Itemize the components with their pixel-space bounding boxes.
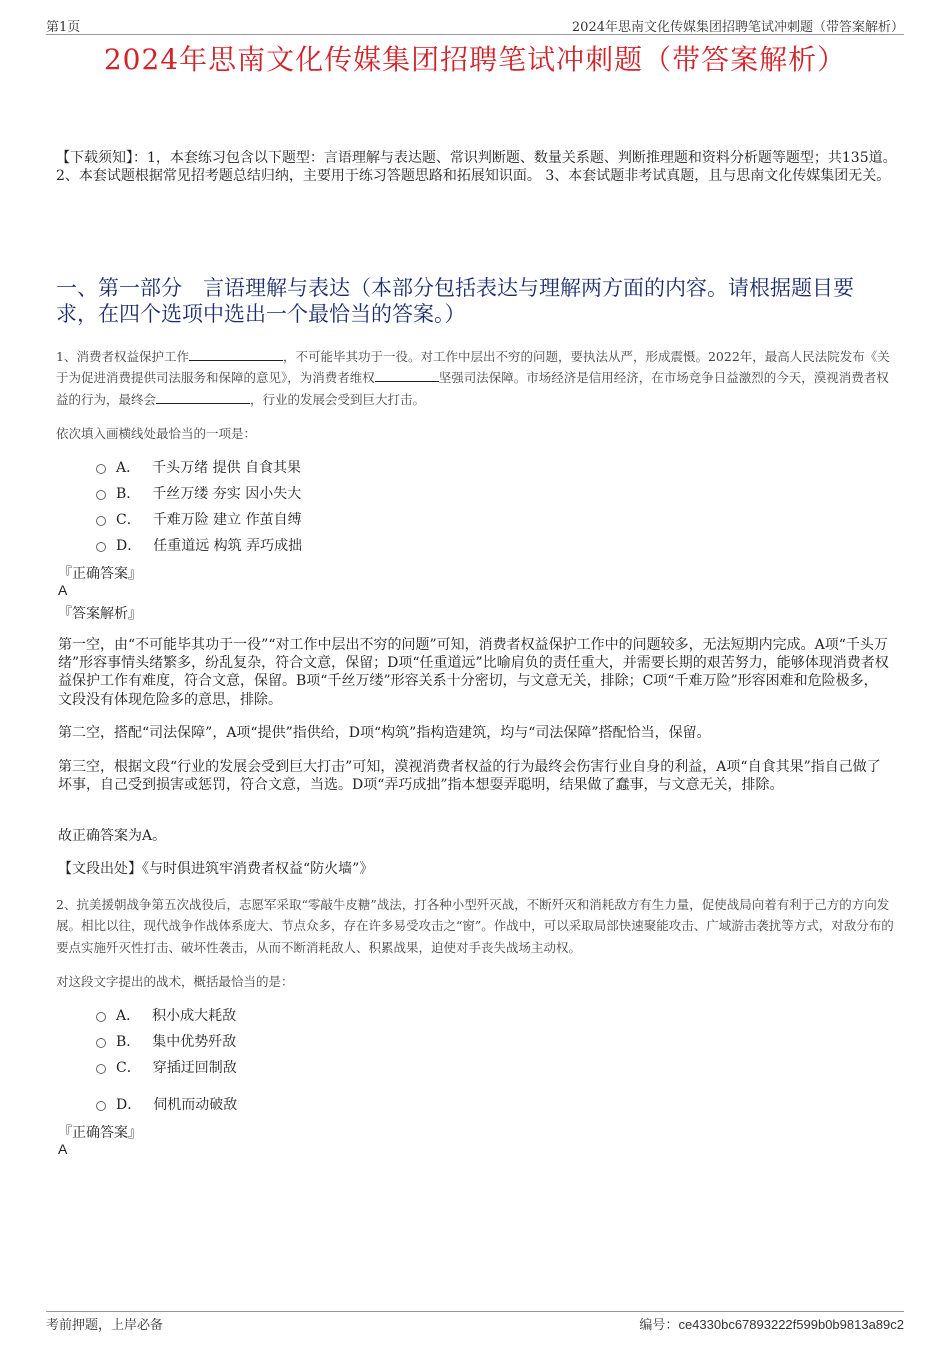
q1-option-d[interactable] (96, 535, 302, 555)
footer-code-label: 编号： (639, 1318, 679, 1333)
q2-answer: A (58, 1141, 68, 1157)
q1-option-c[interactable] (96, 509, 302, 529)
q2-option-d[interactable] (96, 1094, 237, 1114)
q2-option-c[interactable] (96, 1057, 237, 1077)
q1-text-part-1: 1、消费者权益保护工作 (56, 349, 189, 364)
option-text: 千难万险 建立 作茧自缚 (152, 512, 302, 528)
option-key: C． (116, 512, 141, 528)
radio-icon[interactable] (96, 542, 106, 552)
q1-text-part-4: ，行业的发展会受到巨大打击。 (250, 391, 426, 407)
q1-analysis-paragraph: 第二空，搭配“司法保障”，A项“提供”指供给，D项“构筑”指构造建筑，均与“司法保障”搭配恰当，保留。 (58, 725, 711, 741)
option-text: 集中优势歼敌 (152, 1034, 237, 1050)
option-key: B． (116, 1034, 141, 1050)
q1-answer-label: 『正确答案』 (58, 566, 142, 582)
footer-code-value: ce4330bc67893222f599b0b9813a89c2 (678, 1317, 904, 1332)
footer-slogan: 考前押题，上岸必备 (46, 1318, 164, 1333)
q1-blank-3 (156, 391, 250, 404)
radio-icon[interactable] (96, 516, 106, 526)
download-notice: 【下载须知】：1，本套练习包含以下题型：言语理解与表达题、常识判断题、数量关系题、判断推理题和资料分析题等题型；共135道。 2、本套试题根据常见招考题总结归纳，主要用于练习答题思路和拓展知识面。 3、本套试题非考试真题，且与思南文化传媒集团无关。 (56, 150, 897, 184)
q2-option-a[interactable] (96, 1005, 236, 1025)
radio-icon[interactable] (96, 490, 106, 500)
option-key: D． (116, 538, 142, 554)
q2-option-b[interactable] (96, 1031, 236, 1051)
q1-option-b[interactable] (96, 483, 301, 503)
option-key: D． (116, 1097, 142, 1113)
q1-text-part-3: 坚强司法保障。市场经济是信用经济，在市场竞争日益激烈的今天，漠视消费者权益的行为，最终会 (56, 370, 889, 407)
page-title: 2024年思南文化传媒集团招聘笔试冲刺题（带答案解析） (103, 43, 847, 76)
q1-analysis-paragraph: 第一空，由“不可能毕其功于一役”“对工作中层出不穷的问题”可知，消费者权益保护工作中的问题较多，无法短期内完成。A项“千头万绪”形容事情头绪繁多，纷乱复杂，符合文意，保留；D项“任重道远”比喻肩负的责任重大，并需要长期的艰苦努力，能够体现消费者权益保护工作有难度，符合文意，保留。B项“千丝万缕”形容关系十分密切，与文意无关，排除；C项“千难万险”形容困难和危险极多，文段没有体现危险多的意思，排除。 (58, 637, 889, 708)
radio-icon[interactable] (96, 464, 106, 474)
radio-icon[interactable] (96, 1101, 106, 1111)
q2-answer-label: 『正确答案』 (58, 1125, 142, 1141)
footer-divider (46, 1311, 904, 1312)
q1-source: 【文段出处】《与时俱进筑牢消费者权益“防火墙”》 (58, 861, 374, 877)
option-text: 穿插迂回制敌 (152, 1060, 237, 1076)
section-title: 一、第一部分 言语理解与表达（本部分包括表达与理解两方面的内容。请根据题目要求，在四个选项中选出一个最恰当的答案。） (56, 276, 854, 326)
q1-analysis-label: 『答案解析』 (58, 606, 142, 622)
header-divider (46, 34, 904, 35)
option-key: A． (116, 1008, 141, 1024)
q1-answer: A (58, 582, 68, 598)
q1-blank-1 (189, 348, 283, 361)
header-doc-title: 2024年思南文化传媒集团招聘笔试冲刺题（带答案解析） (571, 20, 904, 35)
page-number: 第1页 (46, 20, 81, 35)
radio-icon[interactable] (96, 1064, 106, 1074)
option-text: 千头万绪 提供 自食其果 (152, 460, 302, 476)
footer-code (639, 1314, 904, 1333)
option-text: 伺机而动破敌 (153, 1097, 238, 1113)
question-2-stem: 2、抗美援朝战争第五次战役后，志愿军采取“零敲牛皮糖”战法，打各种小型歼灭战，不断歼灭和消耗敌方有生力量，促使战局向着有利于己方的方向发展。相比以往，现代战争作战体系庞大、节点众多，存在许多易受攻击之“窗”。作战中，可以采取局部快速聚能攻击、广域游击袭扰等方式，对敌分布的要点实施歼灭性打击、破坏性袭击，从而不断消耗敌人、积累战果，迫使对手丧失战场主动权。 (56, 897, 894, 955)
q1-conclusion: 故正确答案为A。 (58, 828, 167, 844)
option-text: 千丝万缕 夯实 因小失大 (152, 486, 302, 502)
question-1-stem (56, 346, 898, 410)
option-key: B． (116, 486, 141, 502)
option-text: 任重道远 构筑 弄巧成拙 (153, 538, 303, 554)
q1-blank-2 (375, 369, 439, 382)
q1-prompt: 依次填入画横线处最恰当的一项是： (56, 426, 257, 441)
radio-icon[interactable] (96, 1038, 106, 1048)
radio-icon[interactable] (96, 1012, 106, 1022)
q1-analysis-paragraph: 第三空，根据文段“行业的发展会受到巨大打击”可知，漠视消费者权益的行为最终会伤害行业自身的利益，A项“自食其果”指自己做了坏事，自己受到损害或惩罚，符合文意，当选。D项“弄巧成拙”指本想耍弄聪明，结果做了蠢事，与文意无关，排除。 (58, 759, 881, 794)
q1-text-part-2: ，不可能毕其功于一役。对工作中层出不穷的问题，要执法从严，形成震慑。2022年，最高人民法院发布《关于为促进消费提供司法服务和保障的意见》，为消费者维权 (56, 349, 890, 386)
option-key: C． (116, 1060, 141, 1076)
q2-prompt: 对这段文字提出的战术，概括最恰当的是： (56, 974, 294, 989)
q1-option-a[interactable] (96, 457, 301, 477)
option-text: 积小成大耗敌 (152, 1008, 237, 1024)
option-key: A． (116, 460, 141, 476)
